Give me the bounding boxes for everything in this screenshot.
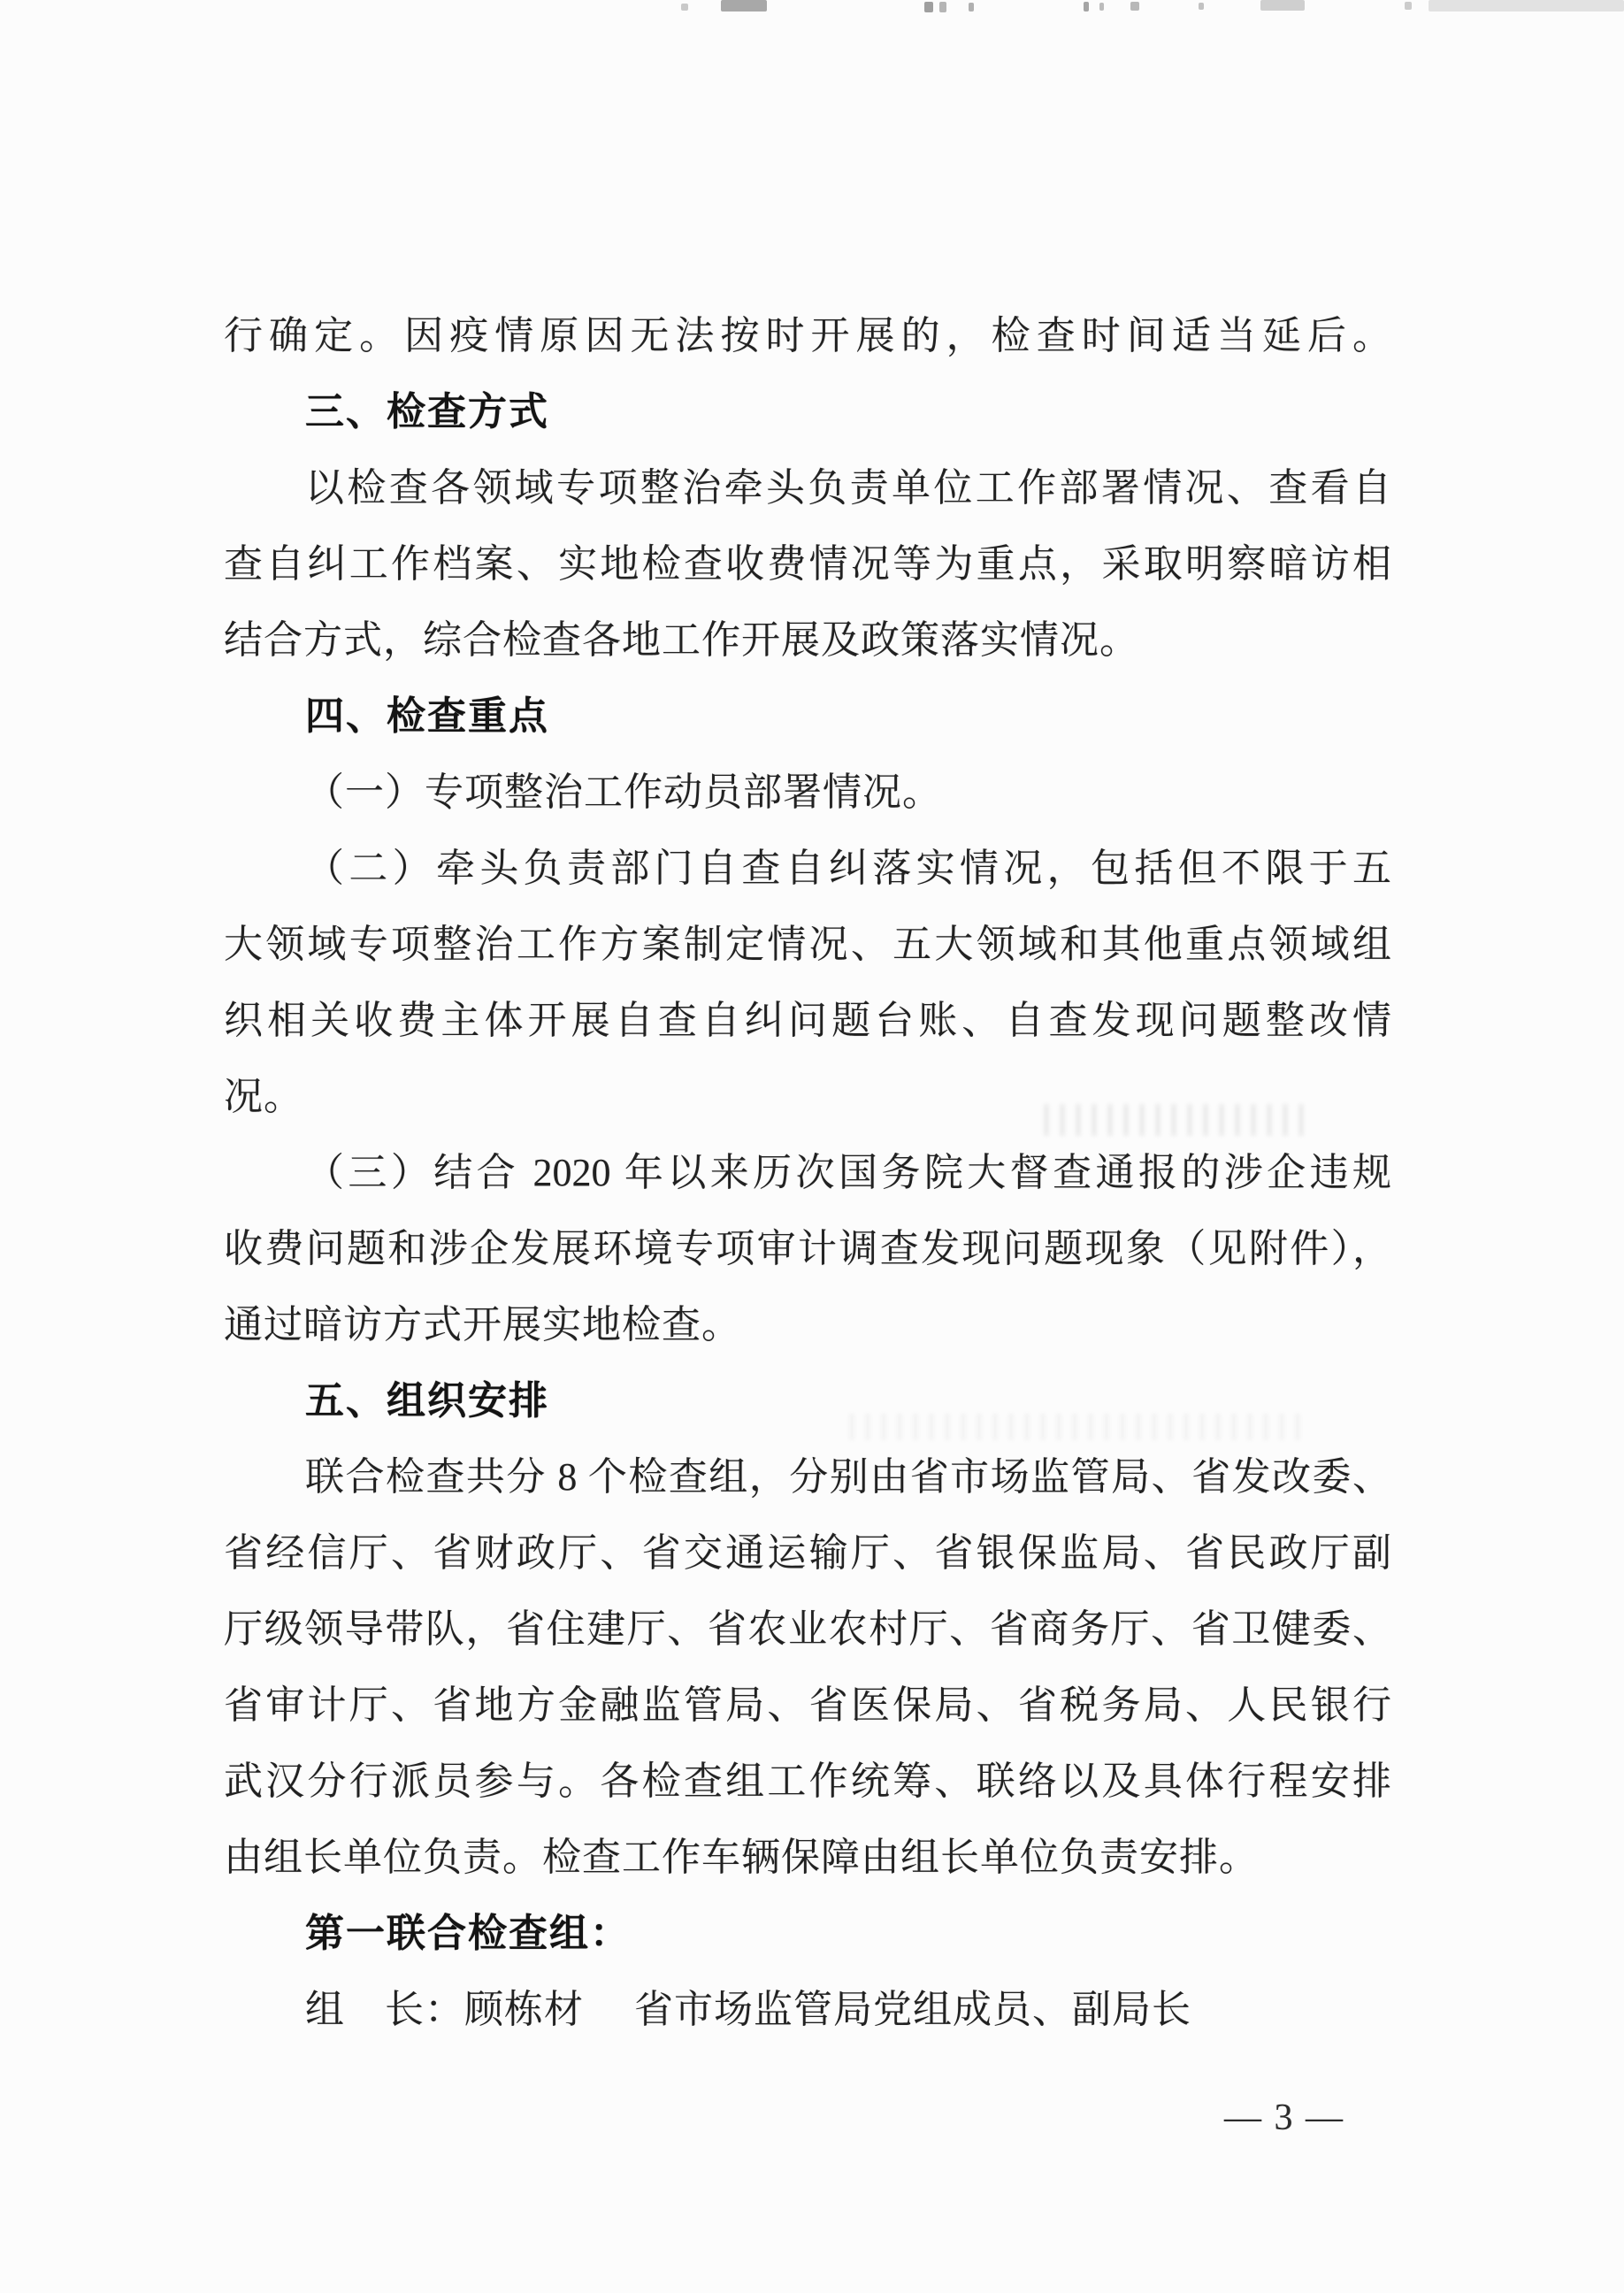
scan-artifact [1405,2,1412,10]
text-line: 行确定。因疫情原因无法按时开展的，检查时间适当延后。 [224,314,1391,357]
document-body [224,298,1391,2048]
heading-line: 五、组织安排 [305,1379,549,1423]
text-line: （三）结合 2020 年以来历次国务院大督查通报的涉企违规 [305,1151,1391,1194]
text-line: 收费问题和涉企发展环境专项审计调查发现问题现象（见附件）， [224,1227,1391,1270]
text-line: 厅级领导带队，省住建厅、省农业农村厅、省商务厅、省卫健委、 [224,1607,1391,1651]
scan-artifact [1130,2,1139,11]
scan-artifact [1099,3,1104,11]
text-line: 省经信厅、省财政厅、省交通运输厅、省银保监局、省民政厅副 [224,1531,1391,1575]
text-line: 查自纠工作档案、实地检查收费情况等为重点，采取明察暗访相 [224,542,1391,586]
scan-artifact [1260,0,1305,11]
heading-line: 三、检查方式 [305,390,549,433]
text-line: 武汉分行派员参与。各检查组工作统筹、联络以及具体行程安排 [224,1760,1391,1803]
scan-artifact [1429,0,1624,12]
page-number: — 3 — [1224,2097,1344,2138]
text-line: 省审计厅、省地方金融监管局、省医保局、省税务局、人民银行 [224,1683,1391,1727]
heading-line: 四、检查重点 [305,694,549,738]
text-line: 由组长单位负责。检查工作车辆保障由组长单位负责安排。 [224,1836,1259,1879]
text-line: 组 长：顾栋材 省市场监管局党组成员、副局长 [305,1988,1191,2031]
text-line: 大领域专项整治工作方案制定情况、五大领域和其他重点领域组 [224,923,1391,966]
scan-artifact [924,2,933,12]
heading-line: 第一联合检查组： [305,1912,631,1955]
scan-artifact [969,3,974,12]
text-line: 结合方式，综合检查各地工作开展及政策落实情况。 [224,618,1139,662]
text-line: 况。 [224,1075,303,1118]
scan-artifact [939,2,946,12]
text-line: （一）专项整治工作动员部署情况。 [305,771,942,814]
text-line: 联合检查共分 8 个检查组，分别由省市场监管局、省发改委、 [305,1455,1391,1499]
scan-artifact [721,0,767,12]
text-line: 通过暗访方式开展实地检查。 [224,1303,741,1346]
scan-artifact [1084,2,1089,12]
scan-artifact [1199,3,1204,10]
text-line: （二）牵头负责部门自查自纠落实情况，包括但不限于五 [305,847,1391,890]
scan-artifact [681,4,688,11]
text-line: 织相关收费主体开展自查自纠问题台账、自查发现问题整改情 [224,999,1391,1042]
text-line: 以检查各领域专项整治牵头负责单位工作部署情况、查看自 [305,466,1391,510]
